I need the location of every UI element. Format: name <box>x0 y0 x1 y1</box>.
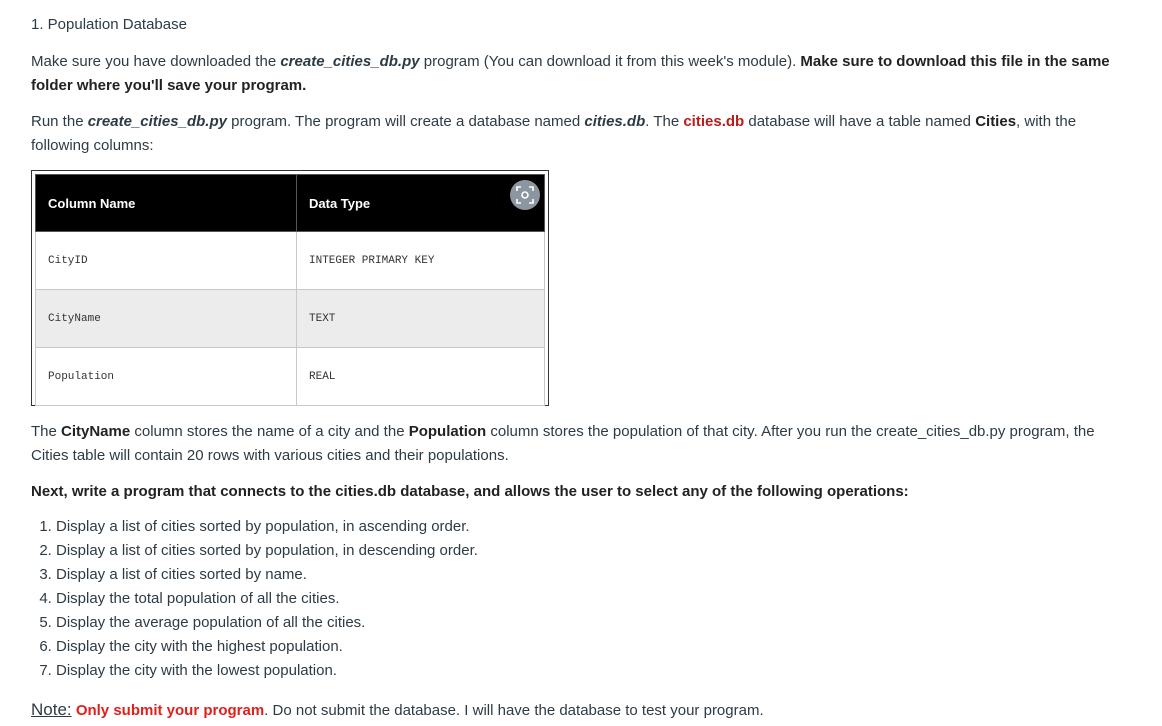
population-bold: Population <box>408 423 487 440</box>
text: . The <box>645 113 684 130</box>
text: program. The program will create a database named <box>226 113 585 130</box>
cell-column-name: Population <box>36 348 297 406</box>
text: , with the following columns: <box>31 113 1077 154</box>
note-label: Note: <box>31 700 72 719</box>
table-row <box>36 290 545 348</box>
list-item: 3. Display a list of cities sorted by name. <box>56 563 478 587</box>
columns-table-image <box>31 170 549 406</box>
list-item: 1. Display a list of cities sorted by population, in ascending order. <box>56 515 478 539</box>
columns-description <box>31 420 1131 468</box>
list-item: 6. Display the city with the highest population. <box>56 635 478 659</box>
text: database will have a table named <box>744 113 976 130</box>
table-name: Cities <box>975 113 1017 130</box>
program-instructions-text: Next, write a program that connects to the cities.db database, and allows the user to select any of the following operations: <box>31 483 909 500</box>
cell-data-type: REAL <box>297 348 545 406</box>
download-instructions <box>31 50 1131 98</box>
header-data-type: Data Type <box>297 175 545 232</box>
program-instructions <box>31 480 1131 504</box>
cell-data-type: INTEGER PRIMARY KEY <box>297 232 545 290</box>
database-name-red: cities.db <box>683 113 745 130</box>
cell-data-type: TEXT <box>297 290 545 348</box>
cell-column-name: CityID <box>36 232 297 290</box>
table-row <box>36 348 545 406</box>
text: The <box>31 423 62 440</box>
list-item: 2. Display a list of cities sorted by population, in descending order. <box>56 539 478 563</box>
text: Run the <box>31 113 88 130</box>
cell-column-name: CityName <box>36 290 297 348</box>
bold-instruction: Make sure to download this file in the same folder where you'll save your program. <box>31 53 1110 94</box>
text: Make sure you have downloaded the <box>31 53 281 70</box>
note-text: . Do not submit the database. I will have the database to test your program. <box>264 702 764 719</box>
header-column-name: Column Name <box>36 175 297 232</box>
note-highlight: Only submit your program <box>75 702 265 719</box>
run-instructions <box>31 110 1131 158</box>
list-item: 4. Display the total population of all the cities. <box>56 587 478 611</box>
cityname-bold: CityName <box>61 423 131 440</box>
database-name: cities.db <box>584 113 646 130</box>
filename: create_cities_db.py <box>280 53 420 70</box>
page-title: 1. Population Database <box>31 16 187 33</box>
scan-image-icon[interactable] <box>510 180 540 210</box>
table-header-row <box>36 175 545 232</box>
text: column stores the population of that city. After you run the create_cities_db.py program, the Cities table will contain 20 rows with various cities and their populations. <box>31 423 1095 464</box>
operations-list <box>31 515 478 683</box>
filename: create_cities_db.py <box>87 113 227 130</box>
text: program (You can download it from this week's module). <box>419 53 801 70</box>
submission-note <box>31 698 1131 723</box>
text: column stores the name of a city and the <box>130 423 409 440</box>
list-item: 7. Display the city with the lowest population. <box>56 659 478 683</box>
table-row <box>36 232 545 290</box>
columns-table <box>35 174 545 406</box>
list-item: 5. Display the average population of all the cities. <box>56 611 478 635</box>
